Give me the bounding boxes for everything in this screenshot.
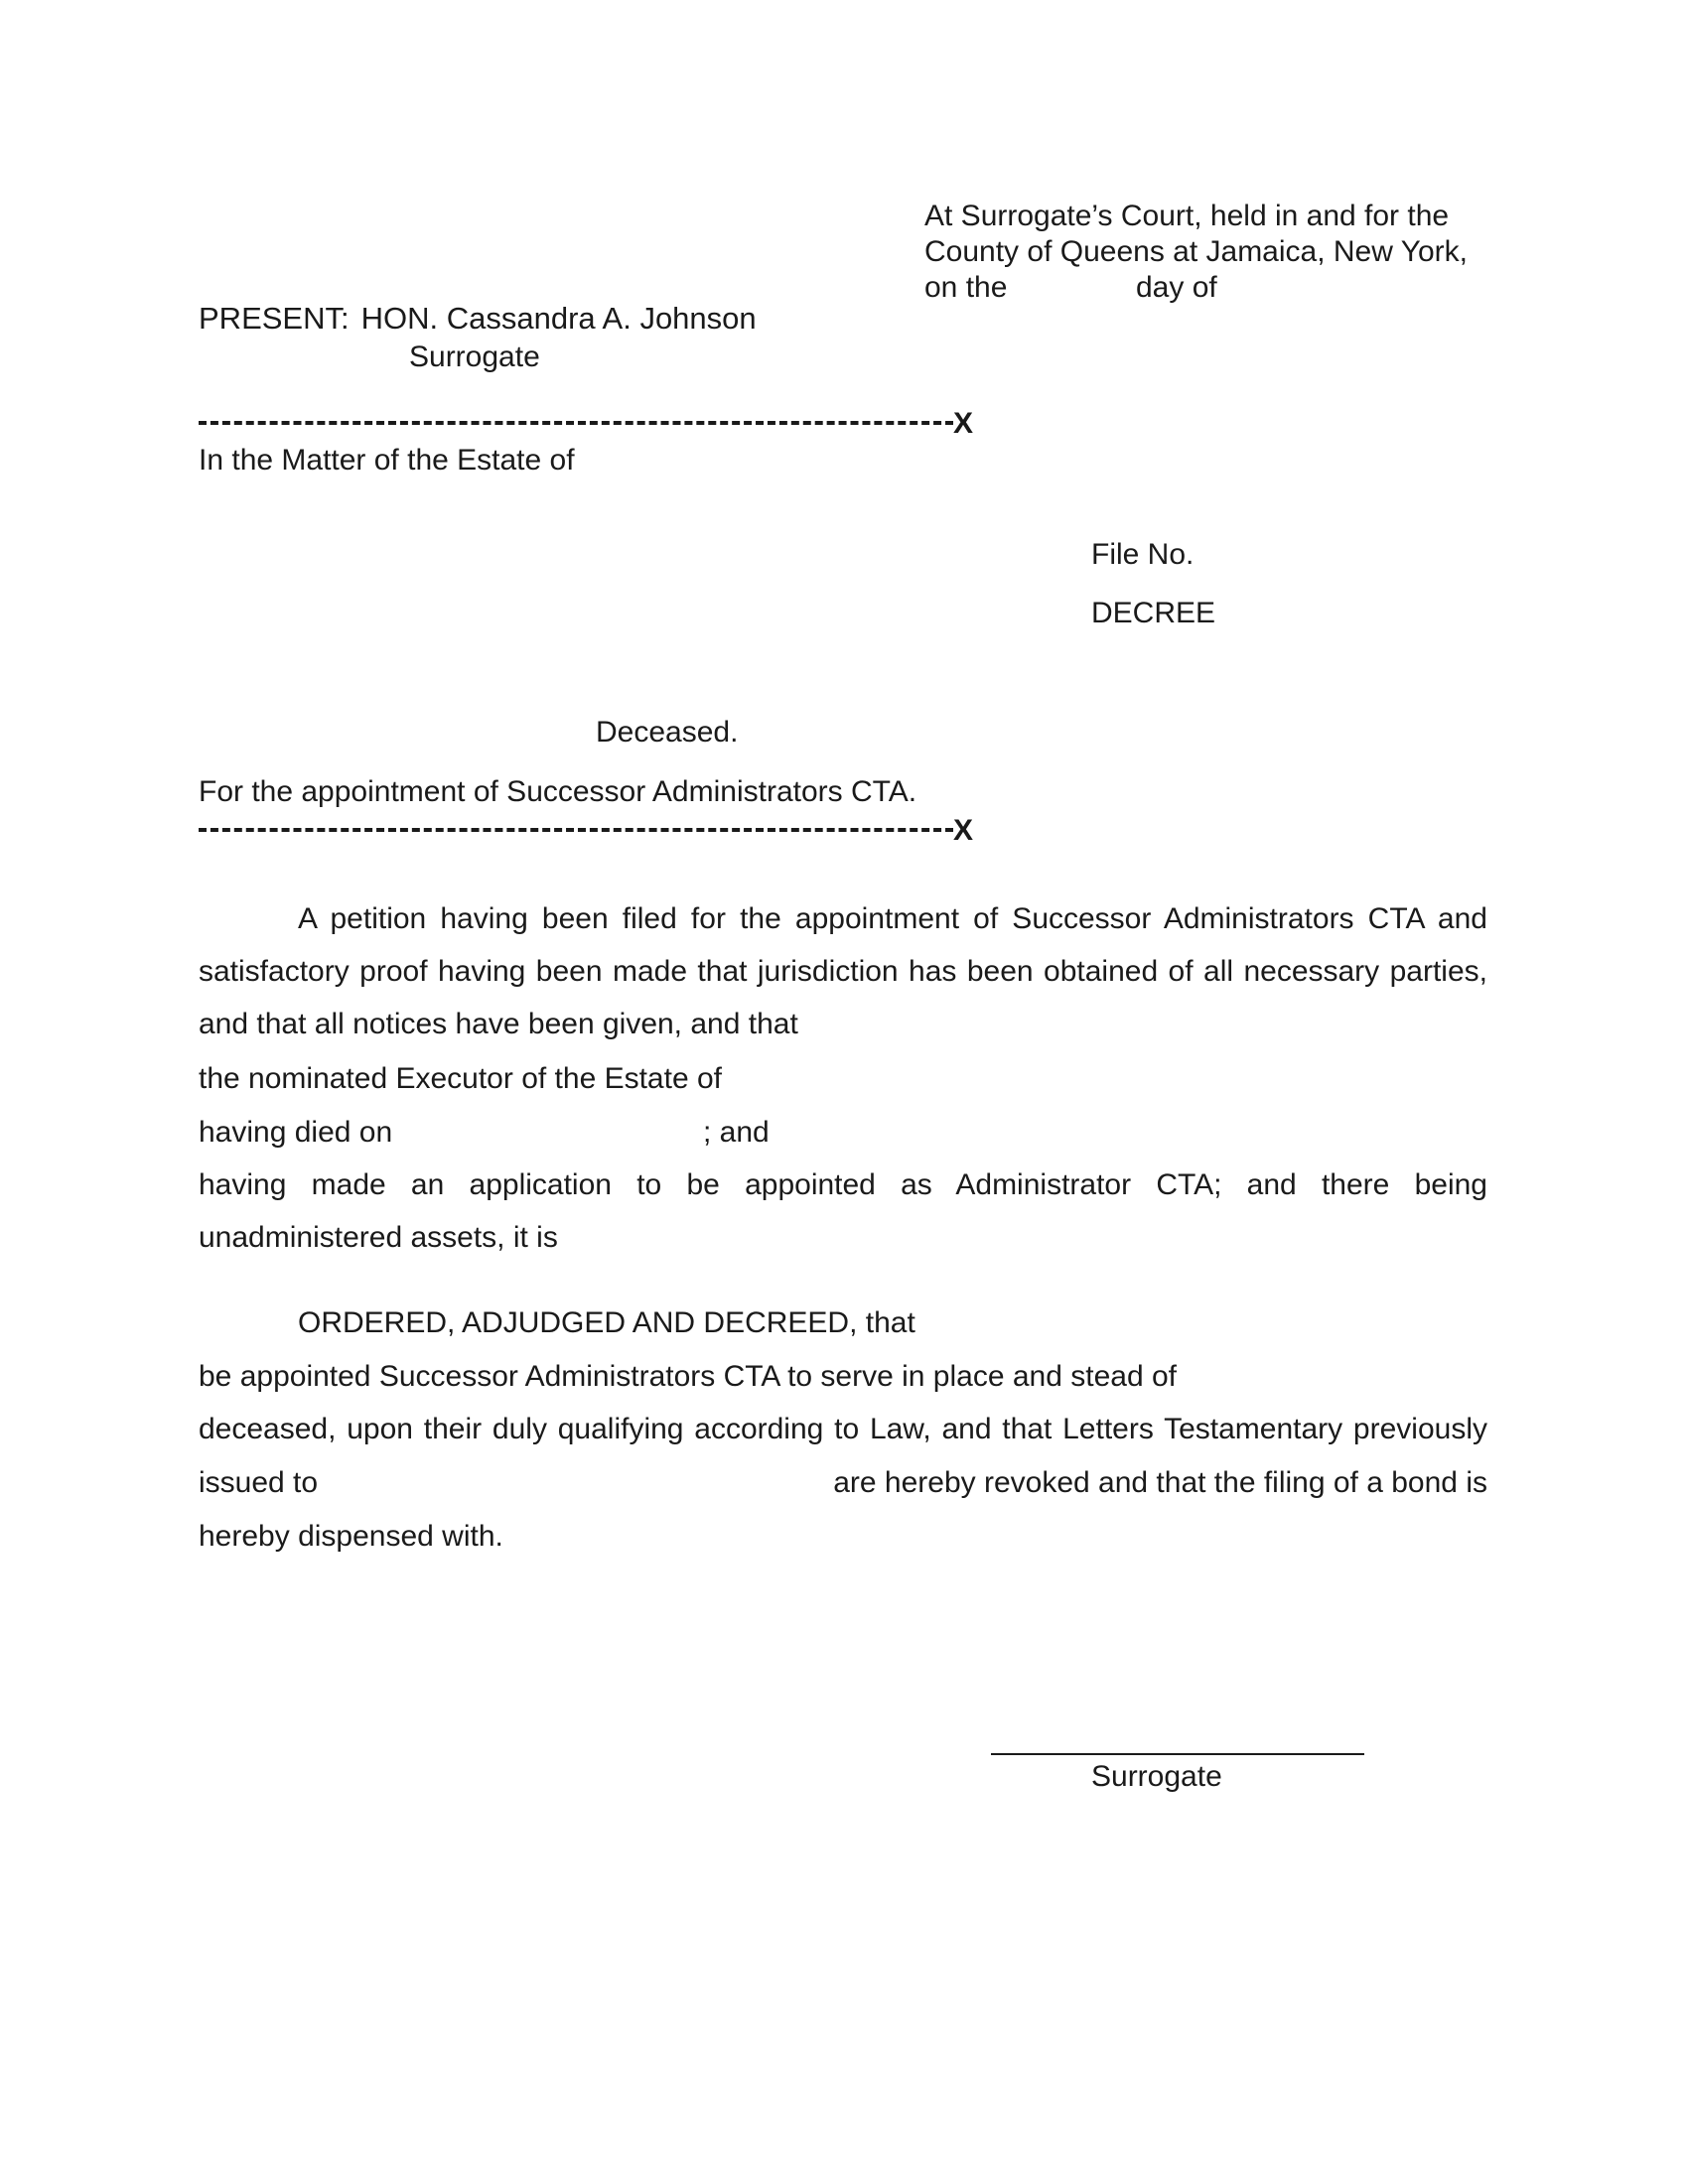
caption-x-top: X bbox=[953, 407, 974, 440]
paragraph-1-line-1: A petition having been filed for the appointment of Successor Administrators CTA and bbox=[298, 902, 1487, 935]
caption-deceased: Deceased. bbox=[596, 716, 739, 749]
paragraph-2-line-2: be appointed Successor Administrators CTA to serve in place and stead of bbox=[199, 1360, 1177, 1393]
paragraph-1-line-7: unadministered assets, it is bbox=[199, 1221, 558, 1254]
document-type: DECREE bbox=[1091, 597, 1216, 629]
file-number-label: File No. bbox=[1091, 538, 1195, 571]
present-line bbox=[199, 300, 757, 338]
court-line-1: At Surrogate’s Court, held in and for the bbox=[924, 200, 1450, 232]
paragraph-1-line-5-end: ; and bbox=[703, 1116, 770, 1149]
signature-label: Surrogate bbox=[1091, 1760, 1222, 1793]
court-day-of: day of bbox=[1136, 271, 1217, 304]
paragraph-1-line-2: satisfactory proof having been made that jurisdiction has been obtained of all necessary parties, bbox=[199, 955, 1487, 988]
paragraph-1-line-3: and that all notices have been given, and that bbox=[199, 1008, 798, 1040]
court-line-3 bbox=[924, 270, 1520, 306]
court-on-the: on the bbox=[924, 271, 1008, 304]
caption-purpose: For the appointment of Successor Administrators CTA. bbox=[199, 775, 917, 808]
court-line-2: County of Queens at Jamaica, New York, bbox=[924, 235, 1468, 268]
paragraph-2-line-5: hereby dispensed with. bbox=[199, 1520, 503, 1553]
court-block bbox=[924, 199, 1520, 306]
signature-line bbox=[991, 1753, 1364, 1755]
judge-title: Surrogate bbox=[409, 341, 540, 373]
judge-name: HON. Cassandra A. Johnson bbox=[360, 301, 757, 336]
paragraph-1-line-5: having died on bbox=[199, 1116, 393, 1149]
caption-matter: In the Matter of the Estate of bbox=[199, 444, 575, 477]
caption-x-bottom: X bbox=[953, 814, 974, 847]
present-label: PRESENT: bbox=[199, 301, 350, 336]
caption-rule-top bbox=[199, 421, 953, 425]
caption-rule-bottom bbox=[199, 828, 953, 832]
paragraph-2-line-4: issued to bbox=[199, 1466, 319, 1499]
paragraph-2-line-3: deceased, upon their duly qualifying according to Law, and that Letters Testamentary previously bbox=[199, 1413, 1487, 1445]
paragraph-1-line-6: having made an application to be appointed as Administrator CTA; and there being bbox=[199, 1168, 1487, 1201]
paragraph-1-line-4: the nominated Executor of the Estate of bbox=[199, 1062, 722, 1095]
paragraph-2-line-4-end: are hereby revoked and that the filing of a bond is bbox=[833, 1466, 1487, 1499]
paragraph-2-line-1: ORDERED, ADJUDGED AND DECREED, that bbox=[298, 1306, 915, 1339]
